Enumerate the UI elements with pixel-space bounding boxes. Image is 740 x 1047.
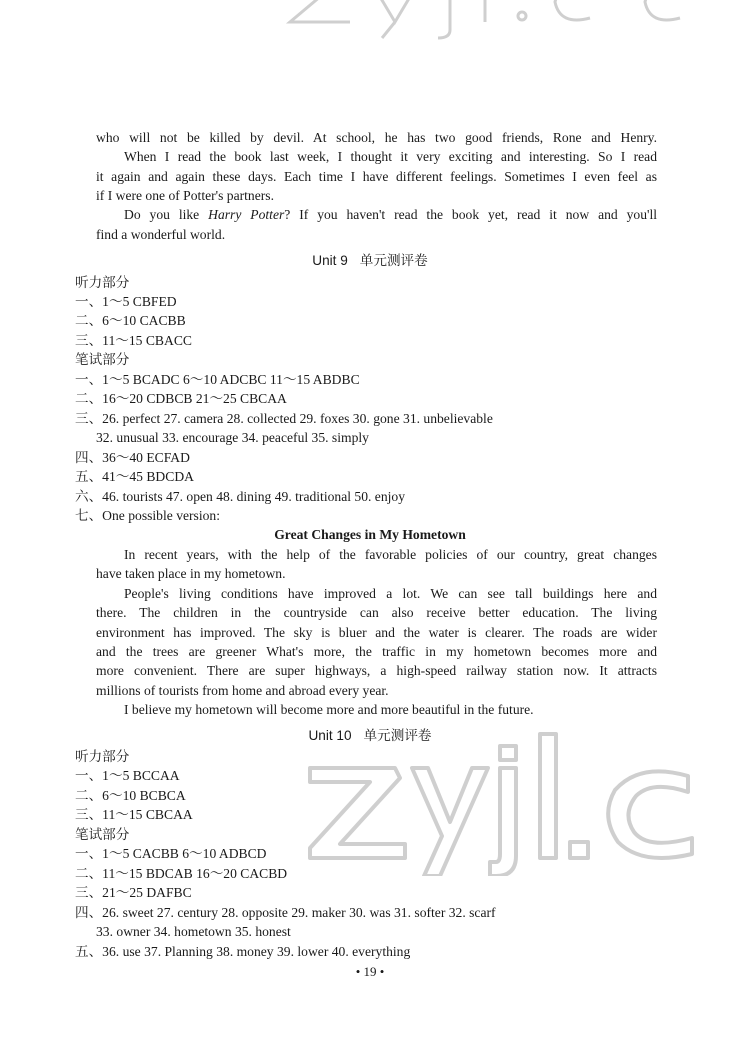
answer-line: 三、11～15 CBACC <box>75 333 192 348</box>
unit-label: Unit 10 <box>308 728 352 743</box>
unit-title: 单元测评卷 <box>363 728 432 743</box>
essay-line: more convenient. There are super highways, a high-speed railway station now. It attracts <box>96 663 657 678</box>
essay-line: millions of tourists from home and abroad every year. <box>96 683 389 698</box>
watermark-middle <box>300 726 740 876</box>
answer-line: 三、26. perfect 27. camera 28. collected 29. foxes 30. gone 31. unbelievable <box>75 411 493 426</box>
essay-title: Great Changes in My Hometown <box>274 527 466 542</box>
unit-title: 单元测评卷 <box>359 253 428 268</box>
section-header: 笔试部分 <box>75 827 130 842</box>
section-header: 听力部分 <box>75 749 130 764</box>
answer-line: 四、36～40 ECFAD <box>75 450 190 465</box>
answer-line: 五、41～45 BDCDA <box>75 469 194 484</box>
answer-line: 二、6～10 CACBB <box>75 313 186 328</box>
section-header: 笔试部分 <box>75 352 130 367</box>
answer-line: 四、26. sweet 27. century 28. opposite 29. maker 30. was 31. softer 32. scarf <box>75 905 496 920</box>
passage-line-question <box>124 205 657 224</box>
answer-line: 一、1～5 CBFED <box>75 294 177 309</box>
answer-line: 32. unusual 33. encourage 34. peaceful 35. simply <box>96 430 369 445</box>
answer-line: 二、16～20 CDBCB 21～25 CBCAA <box>75 391 287 406</box>
passage-line: find a wonderful world. <box>96 227 226 242</box>
answer-line: 二、11～15 BDCAB 16～20 CACBD <box>75 866 288 881</box>
essay-line: I believe my hometown will become more and more beautiful in the future. <box>124 702 534 717</box>
unit10-heading <box>0 724 740 744</box>
passage-text: Do you like <box>124 207 200 222</box>
passage-text: ? If you haven't read the book yet, read it now and you'll <box>284 207 658 222</box>
answer-line: 七、One possible version: <box>75 508 220 523</box>
section-header: 听力部分 <box>75 275 130 290</box>
answer-line: 二、6～10 BCBCA <box>75 788 186 803</box>
passage-line: it again and again these days. Each time I have different feelings. Sometimes I even feel as <box>96 169 657 184</box>
essay-line: and the trees are greener What's more, the traffic in my hometown becomes more and <box>96 644 657 659</box>
answer-line: 一、1～5 CACBB 6～10 ADBCD <box>75 846 267 861</box>
essay-line: have taken place in my hometown. <box>96 566 286 581</box>
unit9-heading <box>0 249 740 269</box>
answer-line: 六、46. tourists 47. open 48. dining 49. traditional 50. enjoy <box>75 489 406 504</box>
essay-line: In recent years, with the help of the favorable policies of our country, great changes <box>124 547 657 562</box>
passage-line: who will not be killed by devil. At school, he has two good friends, Rone and Henry. <box>96 130 657 145</box>
answer-line: 三、21～25 DAFBC <box>75 885 192 900</box>
answer-line: 一、1～5 BCCAA <box>75 768 180 783</box>
book-title: Harry Potter <box>208 207 285 222</box>
answer-line: 一、1～5 BCADC 6～10 ADCBC 11～15 ABDBC <box>75 372 360 387</box>
essay-line: there. The children in the countryside can also receive better education. The living <box>96 605 657 620</box>
essay-line: environment has improved. The sky is bluer and the water is clearer. The roads are wider <box>96 625 657 640</box>
passage-line: if I were one of Potter's partners. <box>96 188 274 203</box>
answer-line: 三、11～15 CBCAA <box>75 807 193 822</box>
unit-label: Unit 9 <box>312 253 348 268</box>
page-number: • 19 • <box>355 964 385 979</box>
essay-line: People's living conditions have improved a lot. We can see tall buildings here and <box>124 586 657 601</box>
answer-line: 33. owner 34. hometown 35. honest <box>96 924 291 939</box>
watermark-top <box>270 0 740 40</box>
answer-line: 五、36. use 37. Planning 38. money 39. lower 40. everything <box>75 944 411 959</box>
passage-line: When I read the book last week, I thought it very exciting and interesting. So I read <box>124 149 657 164</box>
